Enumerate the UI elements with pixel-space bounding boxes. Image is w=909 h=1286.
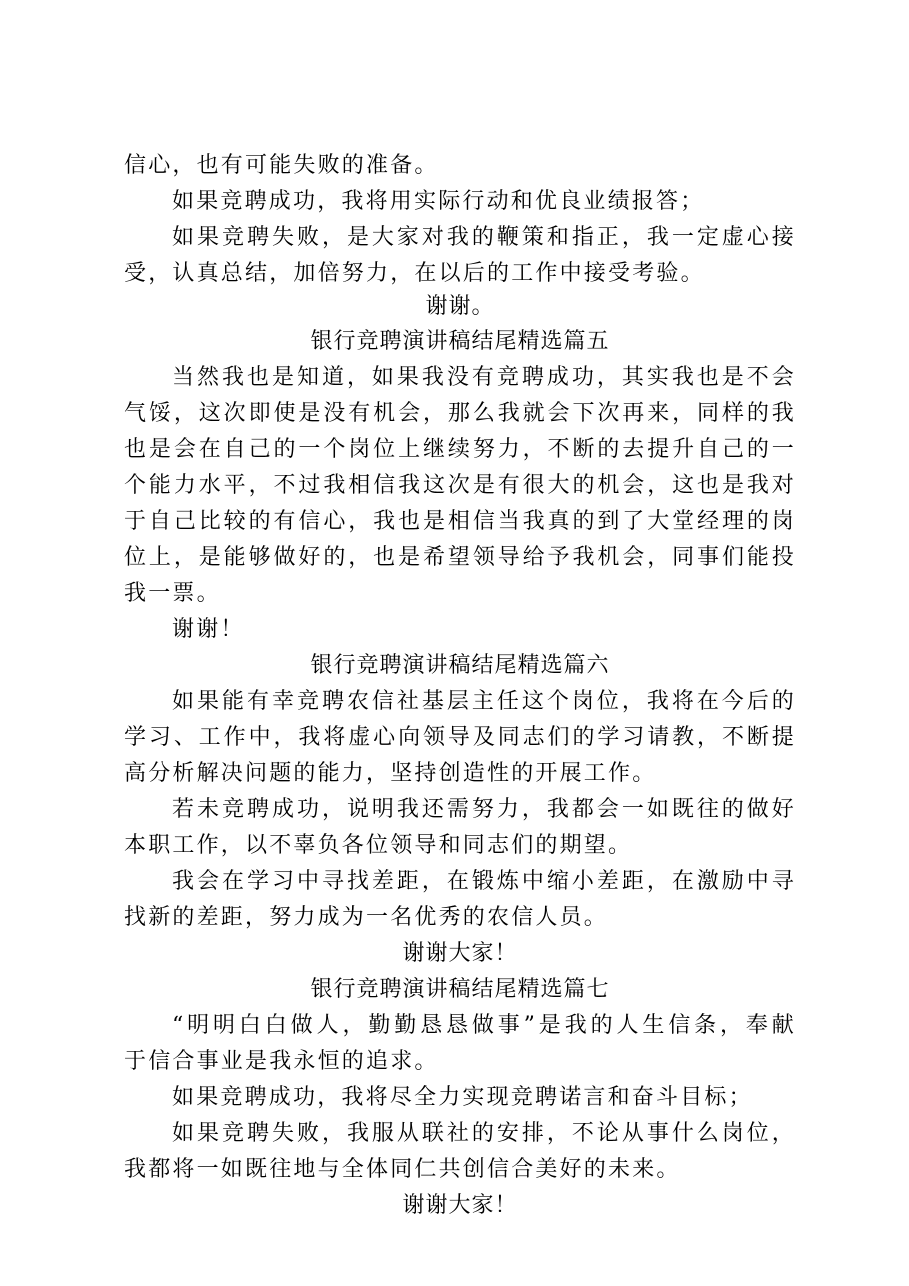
body-text-line: 于信合事业是我永恒的追求。: [124, 1049, 439, 1074]
body-text-line: “明明白白做人，勤勤恳恳做事”是我的人生信条，奉献: [172, 1013, 796, 1038]
body-text-line: 如果竞聘失败，是大家对我的鞭策和指正，我一定虚心接: [172, 225, 796, 250]
body-text-line: 气馁，这次即使是没有机会，那么我就会下次再来，同样的我: [124, 401, 796, 426]
section-heading: 银行竞聘演讲稿结尾精选篇六: [310, 653, 610, 678]
body-text-line: 我会在学习中寻找差距，在锻炼中缩小差距，在激励中寻: [172, 869, 796, 894]
closing-thanks: 谢谢大家！: [402, 1193, 518, 1218]
section-heading: 银行竞聘演讲稿结尾精选篇五: [310, 329, 610, 354]
closing-thanks: 谢谢大家！: [402, 941, 518, 966]
body-text-line: 位上，是能够做好的，也是希望领导给予我机会，同事们能投: [124, 545, 796, 570]
section-heading: 银行竞聘演讲稿结尾精选篇七: [310, 977, 610, 1002]
body-text-line: 如果能有幸竞聘农信社基层主任这个岗位，我将在今后的: [172, 689, 796, 714]
body-text-line: 也是会在自己的一个岗位上继续努力，不断的去提升自己的一: [124, 437, 796, 462]
body-text-line: 如果竞聘成功，我将尽全力实现竞聘诺言和奋斗目标；: [172, 1085, 753, 1110]
body-text-line: 如果竞聘失败，我服从联社的安排，不论从事什么岗位，: [172, 1121, 796, 1146]
body-text-line: 信心，也有可能失败的准备。: [124, 153, 439, 178]
body-text-line: 当然我也是知道，如果我没有竞聘成功，其实我也是不会: [172, 365, 796, 390]
body-text-line: 于自己比较的有信心，我也是相信当我真的到了大堂经理的岗: [124, 509, 796, 534]
body-text-line: 本职工作，以不辜负各位领导和同志们的期望。: [124, 833, 633, 858]
body-text-line: 学习、工作中，我将虚心向领导及同志们的学习请教，不断提: [124, 725, 796, 750]
closing-thanks: 谢谢。: [425, 294, 495, 319]
body-text-line: 如果竞聘成功，我将用实际行动和优良业绩报答；: [172, 189, 705, 214]
closing-thanks: 谢谢！: [172, 617, 245, 642]
body-text-line: 高分析解决问题的能力，坚持创造性的开展工作。: [124, 761, 657, 786]
body-text-line: 我都将一如既往地与全体同仁共创信合美好的未来。: [124, 1157, 681, 1182]
body-text-line: 我一票。: [124, 581, 221, 606]
body-text-line: 受，认真总结，加倍努力，在以后的工作中接受考验。: [124, 261, 705, 286]
body-text-line: 个能力水平，不过我相信我这次是有很大的机会，这也是我对: [124, 473, 796, 498]
body-text-line: 若未竞聘成功，说明我还需努力，我都会一如既往的做好: [172, 797, 796, 822]
body-text-line: 找新的差距，努力成为一名优秀的农信人员。: [124, 905, 609, 930]
